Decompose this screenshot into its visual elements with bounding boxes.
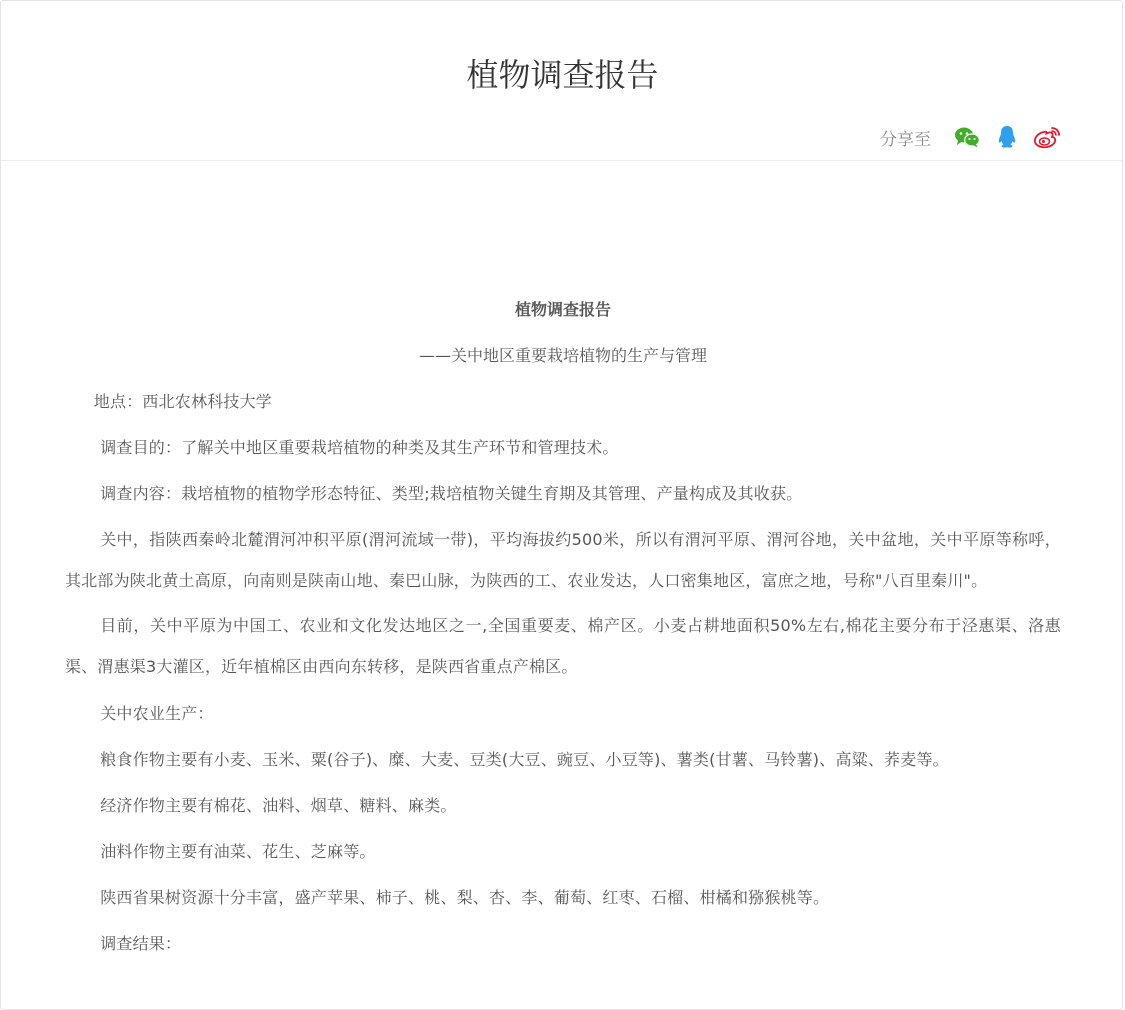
agri-heading: 关中农业生产：: [100, 704, 214, 723]
page-title: 植物调查报告: [466, 56, 659, 94]
content-paragraph: 调查内容：栽培植物的植物学形态特征、类型;栽培植物关键生育期及其管理、产量构成及其收获。: [100, 484, 803, 503]
location-paragraph: 地点：西北农林科技大学: [93, 392, 272, 411]
article-header: [1, 1, 1124, 161]
article-body: [65, 287, 1061, 967]
grain-paragraph: 粮食作物主要有小麦、玉米、粟(谷子)、糜、大麦、豆类(大豆、豌豆、小豆等)、薯类(甘薯、马铃薯)、高粱、荞麦等。: [100, 750, 949, 769]
current-paragraph: 目前，关中平原为中国工、农业和文化发达地区之一,全国重要麦、棉产区。小麦占耕地面积50%左右,棉花主要分布于泾惠渠、洛惠渠、渭惠渠3大灌区，近年植棉区由西向东转移，是陕西省重点产棉区。: [65, 616, 1061, 676]
fruit-paragraph: 陕西省果树资源十分丰富，盛产苹果、柿子、桃、梨、杏、李、葡萄、红枣、石榴、柑橘和猕猴桃等。: [100, 888, 830, 907]
purpose-paragraph: 调查目的：了解关中地区重要栽培植物的种类及其生产环节和管理技术。: [100, 438, 619, 457]
weibo-icon[interactable]: [1031, 121, 1063, 153]
article-subtitle: ——关中地区重要栽培植物的生产与管理: [418, 346, 707, 365]
article-title: 植物调查报告: [514, 300, 611, 319]
economic-paragraph: 经济作物主要有棉花、油料、烟草、糖料、麻类。: [100, 796, 457, 815]
results-heading: 调查结果：: [100, 934, 182, 953]
share-bar: [1, 121, 1063, 153]
intro-paragraph: 关中，指陕西秦岭北麓渭河冲积平原(渭河流域一带)，平均海拔约500米，所以有渭河平原、渭河谷地，关中盆地，关中平原等称呼，其北部为陕北黄土高原，向南则是陕南山地、秦巴山脉，为陕西的工、农业发达，人口密集地区，富庶之地，号称"八百里秦川"。: [65, 530, 1061, 590]
share-label: 分享至: [880, 129, 931, 150]
wechat-icon[interactable]: [951, 121, 983, 153]
qq-icon[interactable]: [991, 121, 1023, 153]
oil-paragraph: 油料作物主要有油菜、花生、芝麻等。: [100, 842, 376, 861]
